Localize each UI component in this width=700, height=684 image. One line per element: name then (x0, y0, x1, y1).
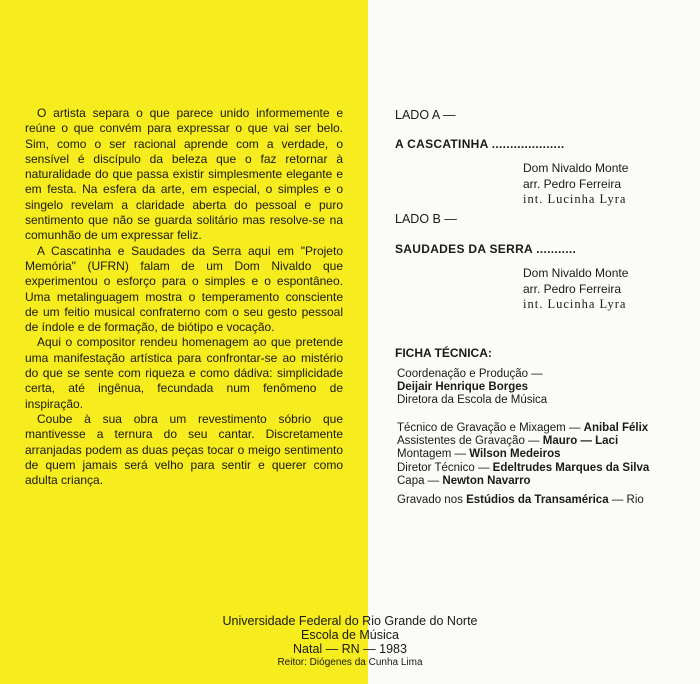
asst-name-2: Laci (595, 435, 619, 448)
asst-separator: — (577, 435, 596, 448)
recorded-label: Gravado nos (397, 494, 463, 506)
side-b-track-title: SAUDADES DA SERRA ........... (395, 242, 577, 256)
rector-line: Reitor: Diógenes da Cunha Lima (277, 657, 423, 668)
side-b-label: LADO B — (395, 212, 457, 226)
school-name: Escola de Música (301, 628, 399, 642)
side-b-credits (523, 266, 628, 313)
coord-role: Diretora da Escola de Música (397, 394, 548, 407)
coord-label: Coordenação e Produção — (397, 368, 543, 380)
studio-city: — Rio (611, 494, 644, 506)
essay-paragraph-2: A Cascatinha e Saudades da Serra aqui em "Projeto Memória" (UFRN) falam de um Dom Nivaldo que experimentou o esforço para o simples e o espontâneo. Uma metalinguagem mostra o temperamento consciente de um feitio musical confraterno com o seu gesto pessoal de índole e de formação, de biótipo e vocação. (25, 243, 343, 335)
institution-footer (200, 614, 500, 670)
tech-name: Anibal Félix (583, 422, 649, 434)
side-a-label: LADO A — (395, 108, 456, 122)
side-a-performer: int. Lucinha Lyra (523, 192, 627, 206)
side-b-performer: int. Lucinha Lyra (523, 297, 627, 311)
university-name: Universidade Federal do Rio Grande do Norte (222, 614, 478, 628)
side-b-arranger: arr. Pedro Ferreira (523, 281, 622, 296)
place-year: Natal — RN — 1983 (293, 642, 407, 656)
director-label: Diretor Técnico — (397, 461, 490, 474)
ficha-tecnica-title: FICHA TÉCNICA: (395, 346, 492, 360)
side-a-arranger: arr. Pedro Ferreira (523, 176, 622, 191)
tech-label: Técnico de Gravação e Mixagem — (397, 422, 581, 434)
liner-notes-essay (25, 106, 343, 488)
montage-name: Wilson Medeiros (469, 448, 561, 461)
director-name: Edeltrudes Marques da Silva (492, 461, 650, 474)
montage-label: Montagem — (397, 448, 467, 461)
studio-name: Estúdios da Transamérica (466, 494, 609, 506)
coordination-block (397, 368, 547, 408)
cover-name: Newton Navarro (442, 474, 531, 487)
coord-name: Deijair Henrique Borges (397, 381, 529, 394)
side-a-track-title: A CASCATINHA .................... (395, 137, 565, 151)
essay-paragraph-4: Coube à sua obra um revestimento sóbrio que mantivesse a ternura do seu cantar. Discretamente arranjadas podem as duas peças tocar o meigo sentimento de quem jamais será velho para sentir e querer como adulta criança. (25, 411, 343, 488)
cover-label: Capa — (397, 474, 440, 487)
recording-studio-line (397, 494, 644, 507)
side-a-composer: Dom Nivaldo Monte (523, 161, 629, 175)
side-b-composer: Dom Nivaldo Monte (523, 266, 629, 280)
white-panel (368, 0, 700, 684)
asst-name-1: Mauro (542, 435, 578, 448)
essay-paragraph-1: O artista separa o que parece unido informemente e reúne o que convém para expressar o que vai ser belo. Sim, como o ser racional aprende com a verdade, o sensível é discípulo da beleza que o faz retornar à naturalidade do que passa existir simplesmente elegante e em festa. Na esfera da arte, em especial, o simples e o singelo revelam a claridade aberta do pessoal e puro sentimento que não se guarda solitário mas resolve-se na comunhão de um expressar feliz. (25, 106, 343, 243)
asst-label: Assistentes de Gravação — (397, 435, 540, 448)
essay-paragraph-3: Aqui o compositor rendeu homenagem ao que pretende uma manifestação artística para confrontar-se ao mistério do que se sente com riqueza e como dádiva: simplicidade certa, até ingênua, fecundada num fenômeno de inspiração. (25, 335, 343, 411)
technical-credits-block (397, 422, 649, 488)
side-a-credits (523, 161, 628, 208)
